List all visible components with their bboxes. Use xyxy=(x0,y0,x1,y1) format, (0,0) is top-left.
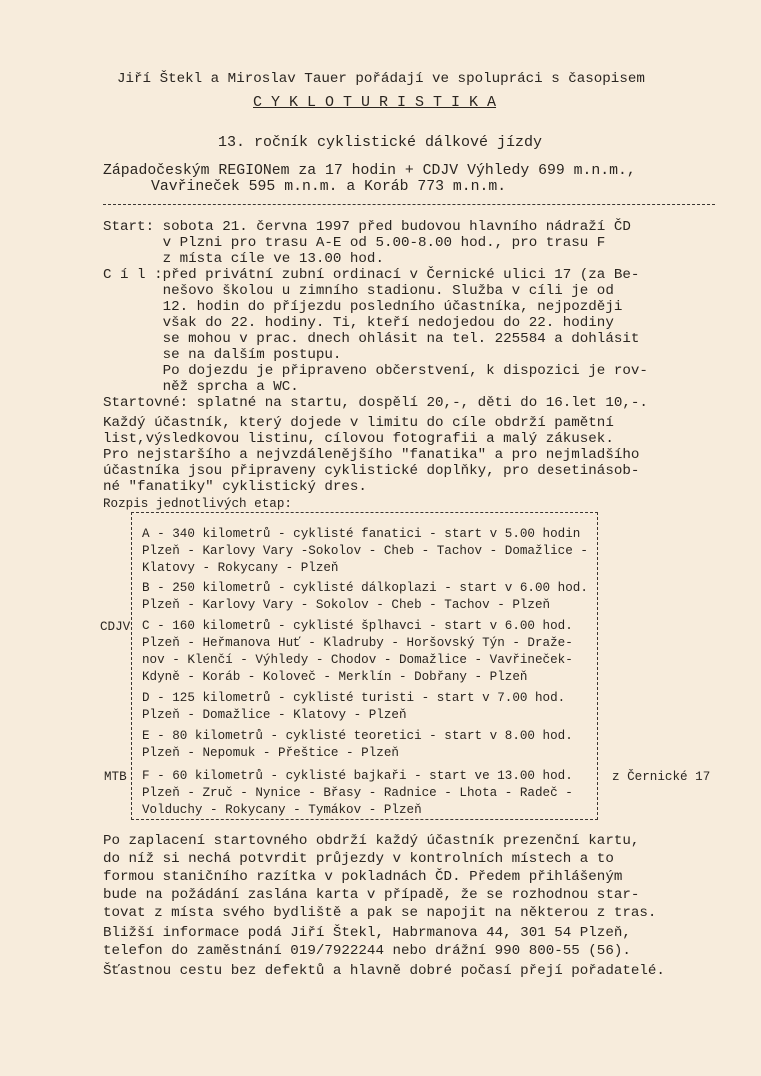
after-line-6: Bližší informace podá Jiří Štekl, Habrmanova 44, 301 54 Plzeň, xyxy=(103,925,631,941)
stage-c-line-3: nov - Klenčí - Výhledy - Chodov - Domažlice - Vavřineček- xyxy=(142,653,573,667)
route-line-1: Západočeským REGIONem za 17 hodin + CDJV Výhledy 699 m.n.m., xyxy=(103,163,636,179)
each-line-2: list,výsledkovou listinu, cílovou fotografii a malý zákusek. xyxy=(103,431,614,447)
stage-c-line-4: Kdyně - Koráb - Koloveč - Merklín - Dobřany - Plzeň xyxy=(142,670,528,684)
stage-a-line-2: Plzeň - Karlovy Vary -Sokolov - Cheb - Tachov - Domažlice - xyxy=(142,544,588,558)
cil-line-8: něž sprcha a WC. xyxy=(103,379,299,395)
cernicke-label: z Černické 17 xyxy=(612,770,711,784)
cil-line-6: se na dalším postupu. xyxy=(103,347,342,363)
stage-c-line-1: C - 160 kilometrů - cyklisté šplhavci - start v 6.00 hod. xyxy=(142,619,573,633)
stage-d-line-2: Plzeň - Domažlice - Klatovy - Plzeň xyxy=(142,708,407,722)
route-line-2: Vavřineček 595 m.n.m. a Koráb 773 m.n.m. xyxy=(151,179,507,195)
after-line-4: bude na požádání zaslána karta v případě, že se rozhodnou star- xyxy=(103,887,640,903)
stage-e-line-2: Plzeň - Nepomuk - Přeštice - Plzeň xyxy=(142,746,399,760)
fee-line: Startovné: splatné na startu, dospělí 20,-, děti do 16.let 10,-. xyxy=(103,395,648,411)
stage-c-line-2: Plzeň - Heřmanova Huť - Kladruby - Horšovský Týn - Draže- xyxy=(142,636,573,650)
start-line-1: Start: sobota 21. června 1997 před budovou hlavního nádraží ČD xyxy=(103,219,631,235)
mtb-label: MTB xyxy=(104,770,127,784)
header-line: Jiří Štekl a Miroslav Tauer pořádají ve spolupráci s časopisem xyxy=(117,71,645,87)
start-line-3: z místa cíle ve 13.00 hod. xyxy=(103,251,384,267)
stage-f-line-2: Plzeň - Zruč - Nynice - Břasy - Radnice - Lhota - Radeč - xyxy=(142,786,573,800)
after-line-5: tovat z místa svého bydliště a pak se napojit na některou z tras. xyxy=(103,905,657,921)
after-line-8: Šťastnou cestu bez defektů a hlavně dobré počasí přejí pořadatelé. xyxy=(103,963,665,979)
cdjv-label: CDJV xyxy=(100,620,131,634)
stage-d-line-1: D - 125 kilometrů - cyklisté turisti - start v 7.00 hod. xyxy=(142,691,566,705)
stage-f-line-1: F - 60 kilometrů - cyklisté bajkaři - start ve 13.00 hod. xyxy=(142,769,573,783)
start-line-2: v Plzni pro trasu A-E od 5.00-8.00 hod., pro trasu F xyxy=(103,235,606,251)
after-line-2: do níž si nechá potvrdit průjezdy v kontrolních místech a to xyxy=(103,851,614,867)
each-line-1: Každý účastník, který dojede v limitu do cíle obdrží pamětní xyxy=(103,415,614,431)
each-line-3: Pro nejstaršího a nejvzdálenějšího "fanatika" a pro nejmladšího xyxy=(103,447,640,463)
after-line-1: Po zaplacení startovného obdrží každý účastník prezenční kartu, xyxy=(103,833,640,849)
cil-line-7: Po dojezdu je připraveno občerstvení, k dispozici je rov- xyxy=(103,363,648,379)
stages-title: Rozpis jednotlivých etap: xyxy=(103,497,292,511)
each-line-4: účastníka jsou připraveny cyklistické doplňky, pro desetinásob- xyxy=(103,463,640,479)
after-line-3: formou staničního razítka v pokladnách ČD. Předem přihlášeným xyxy=(103,869,623,885)
after-line-7: telefon do zaměstnání 019/7922244 nebo drážní 990 800-55 (56). xyxy=(103,943,631,959)
cil-line-2: nešovo školou u zimního stadionu. Služba v cíli je od xyxy=(103,283,614,299)
magazine-name: C Y K L O T U R I S T I K A xyxy=(253,94,497,111)
stage-a-line-3: Klatovy - Rokycany - Plzeň xyxy=(142,561,339,575)
stage-b-line-2: Plzeň - Karlovy Vary - Sokolov - Cheb - Tachov - Plzeň xyxy=(142,598,551,612)
cil-line-1: C í l :před privátní zubní ordinací v Černické ulici 17 (za Be- xyxy=(103,267,640,283)
stage-e-line-1: E - 80 kilometrů - cyklisté teoretici - start v 8.00 hod. xyxy=(142,729,573,743)
cil-line-5: se mohou v prac. dnech ohlásit na tel. 225584 a dohlásit xyxy=(103,331,640,347)
stage-a-line-1: A - 340 kilometrů - cyklisté fanatici - start v 5.00 hodin xyxy=(142,527,581,541)
stage-f-line-3: Volduchy - Rokycany - Tymákov - Plzeň xyxy=(142,803,422,817)
cil-line-4: však do 22. hodiny. Ti, kteří nedojedou do 22. hodiny xyxy=(103,315,614,331)
stage-b-line-1: B - 250 kilometrů - cyklisté dálkoplazi - start v 6.00 hod. xyxy=(142,581,588,595)
cil-line-3: 12. hodin do příjezdu posledního účastníka, nejpozději xyxy=(103,299,623,315)
each-line-5: né "fanatiky" cyklistický dres. xyxy=(103,479,367,495)
event-subtitle: 13. ročník cyklistické dálkové jízdy xyxy=(218,134,543,151)
header-divider xyxy=(103,204,715,205)
